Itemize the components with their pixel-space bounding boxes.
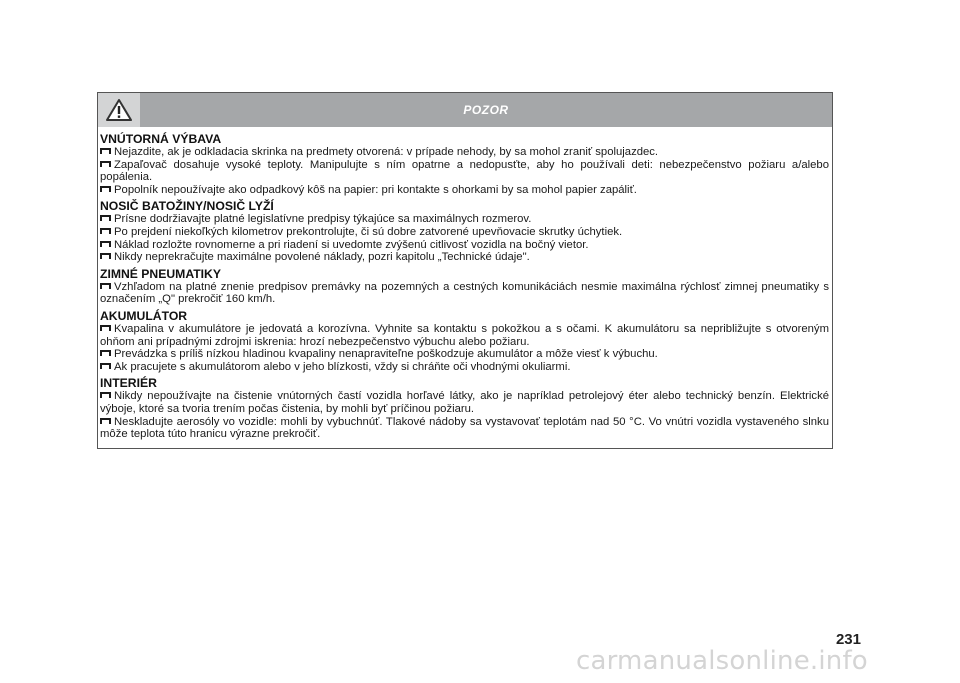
warning-body [98, 127, 832, 448]
list-item-text: Kvapalina v akumulátore je jedovatá a korozívna. Vyhnite sa kontaktu s pokožkou a s očami. K akumulátoru sa nepribližujte s otvoreným ohňom ani prípadnými zdrojmi iskrenia: hrozí nebezpečenstvo výbuchu alebo požiaru. [100, 322, 829, 348]
list-item [100, 251, 829, 264]
list-item [100, 348, 829, 361]
list-item-text: Vzhľadom na platné znenie predpisov premávky na pozemných a cestných komunikáciách nesmie maximálna rýchlosť zimnej pneumatiky s označením „Q" prekročiť 160 km/h. [100, 280, 829, 306]
bullet-icon [100, 241, 111, 247]
list-item-text: Nejazdite, ak je odkladacia skrinka na predmety otvorená: v prípade nehody, by sa mohol zraniť spolujazdec. [114, 146, 659, 158]
list-item-text: Ak pracujete s akumulátorom alebo v jeho blízkosti, vždy si chráňte oči vhodnými okuliarmi. [114, 360, 571, 373]
list-item-text: Prevádzka s príliš nízkou hladinou kvapaliny nenapraviteľne poškodzuje akumulátor a môže viesť k výbuchu. [114, 348, 658, 361]
list-item-text: Náklad rozložte rovnomerne a pri riadení si uvedomte zvýšenú citlivosť vozidla na bočný vietor. [114, 238, 589, 251]
list-item [100, 416, 829, 441]
list-item [100, 239, 829, 252]
bullet-icon [100, 350, 111, 356]
section-heading: AKUMULÁTOR [100, 308, 188, 323]
list-item-text: Neskladujte aerosóly vo vozidle: mohli by vybuchnúť. Tlakové nádoby sa vystavovať teplotám nad 50 °C. Vo vnútri vozidla vystaveného slnku môže teplota túto hranicu výrazne prekročiť. [100, 415, 829, 441]
page-number: 231 [835, 631, 861, 648]
list-item [100, 159, 829, 184]
list-item [100, 213, 829, 226]
list-item [100, 281, 829, 306]
list-item [100, 390, 829, 415]
bullet-icon [100, 215, 111, 221]
section-heading: VNÚTORNÁ VÝBAVA [100, 132, 222, 146]
bullet-icon [100, 253, 111, 259]
list-item-text: Popolník nepoužívajte ako odpadkový kôš na papier: pri kontakte s ohorkami by sa mohol papier zapáliť. [114, 183, 637, 196]
warning-header [98, 93, 832, 127]
bullet-icon [100, 148, 111, 154]
list-item [100, 146, 829, 159]
bullet-icon [100, 228, 111, 234]
list-item [100, 323, 829, 348]
bullet-icon [100, 418, 111, 424]
list-item [100, 226, 829, 239]
bullet-icon [100, 363, 111, 369]
list-item-text: Po prejdení niekoľkých kilometrov prekontrolujte, či sú dobre zatvorené upevňovacie skrutky úchytiek. [114, 225, 623, 238]
bullet-icon [100, 392, 111, 398]
list-item-text: Nikdy nepoužívajte na čistenie vnútorných častí vozidla horľavé látky, ako je napríklad petrolejový éter alebo technický benzín. Elektrické výboje, ktoré sa tvoria trením počas čistenia, by mohli byť príčinou požiaru. [100, 390, 829, 415]
list-item [100, 361, 829, 374]
list-item-text: Nikdy neprekračujte maximálne povolené náklady, pozri kapitolu „Technické údaje". [114, 251, 530, 264]
bullet-icon [100, 161, 111, 167]
bullet-icon [100, 283, 111, 289]
list-item [100, 184, 829, 197]
warning-box [97, 92, 833, 449]
warning-title: POZOR [463, 103, 509, 117]
bullet-icon [100, 325, 111, 331]
bullet-icon [100, 186, 111, 192]
warning-triangle-icon [106, 98, 132, 122]
list-item-text: Zapaľovač dosahuje vysoké teploty. Manipulujte s ním opatrne a nedopusťte, aby ho používali deti: nebezpečenstvo požiaru a/alebo popálenia. [100, 158, 829, 184]
section-heading: INTERIÉR [100, 376, 157, 391]
section-heading: NOSIČ BATOŽINY/NOSIČ LYŽÍ [100, 199, 274, 214]
warning-icon-cell [98, 93, 140, 127]
watermark: carmanualsonline.info [576, 646, 868, 676]
section-heading: ZIMNÉ PNEUMATIKY [100, 266, 221, 281]
list-item-text: Prísne dodržiavajte platné legislatívne predpisy týkajúce sa maximálnych rozmerov. [114, 213, 532, 226]
